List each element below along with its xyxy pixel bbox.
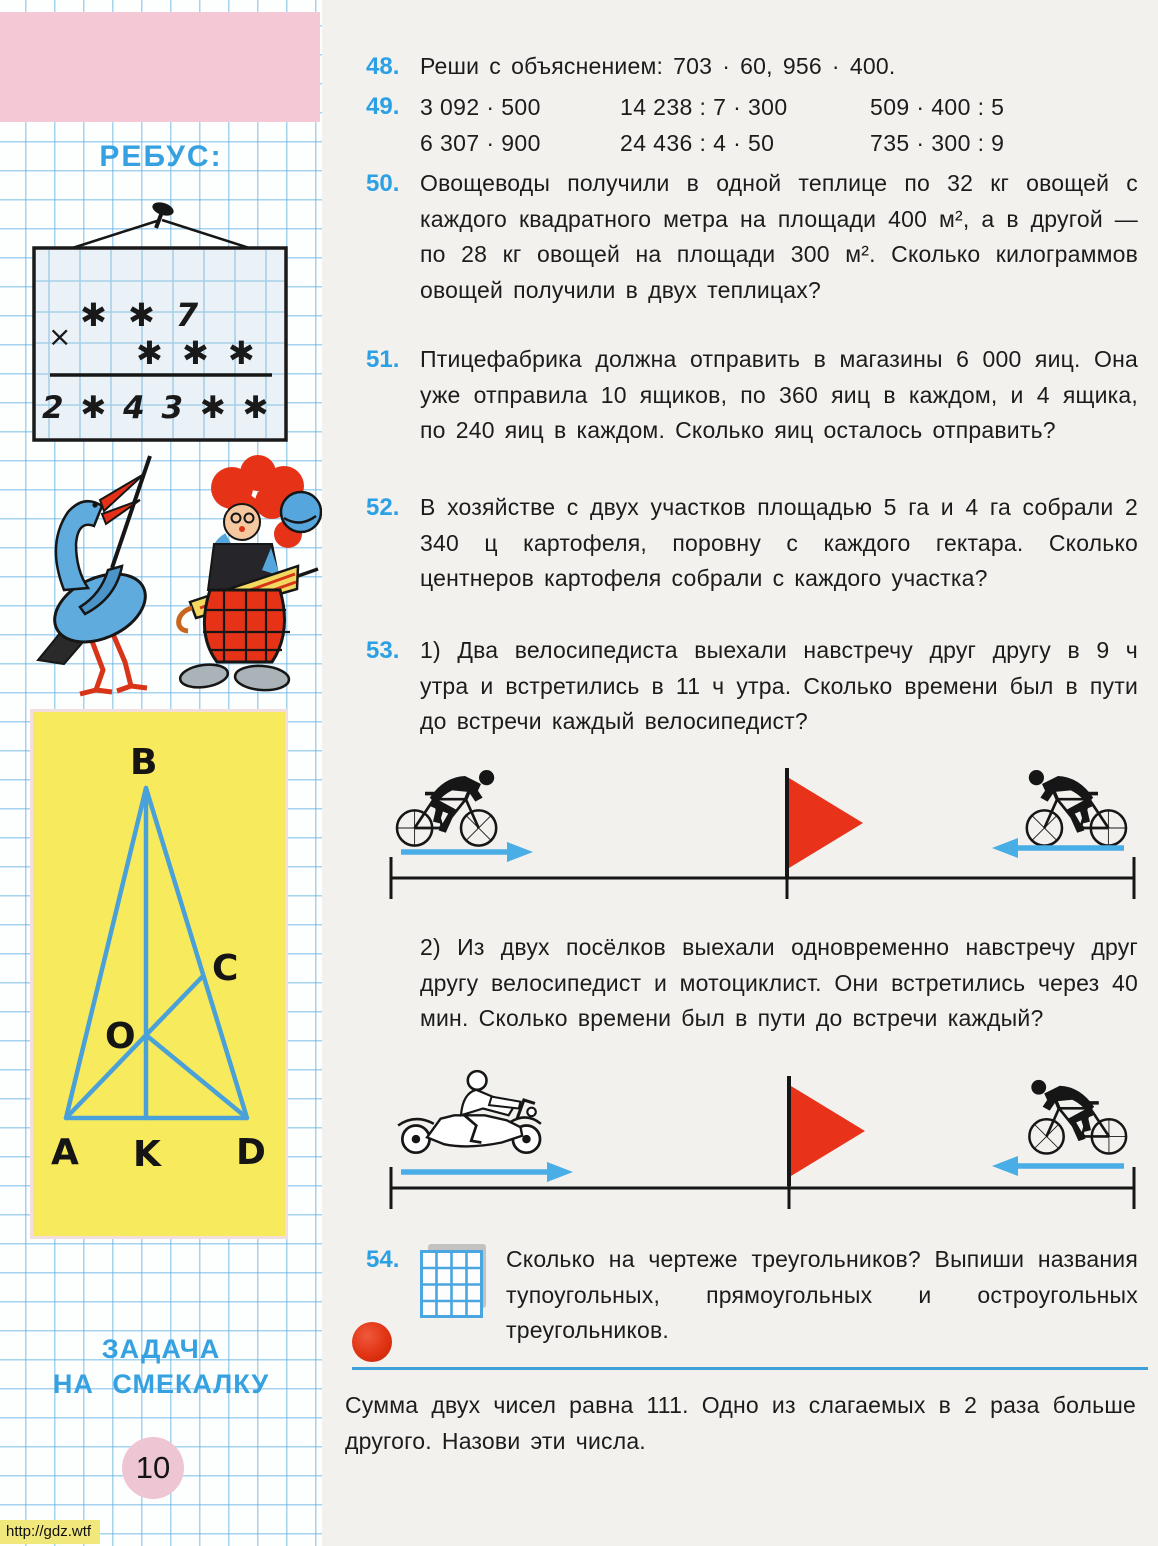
rebus-board-illustration	[24, 196, 296, 446]
problem-text: Птицефабрика должна отправить в магазины 6 000 яиц. Она уже отправила 10 ящиков, по 360 яиц в каждом, и 4 ящика, по 240 яиц в каждом. Сколько яиц осталось отправить?	[420, 346, 1138, 443]
cartoon-characters	[0, 448, 322, 703]
direction-arrow-right-icon	[401, 1162, 573, 1182]
problem-53	[366, 633, 1138, 740]
problem-number: 54.	[366, 1246, 400, 1273]
meeting-diagram-cyclists	[385, 760, 1140, 910]
triangle-figure	[33, 712, 285, 1236]
smekalka-heading	[0, 1332, 322, 1402]
problem-51	[366, 342, 1138, 449]
clown-shoe-right	[234, 664, 290, 692]
smekalka-line1: ЗАДАЧА	[101, 1334, 221, 1364]
problem-48	[366, 49, 1138, 85]
motorcyclist-icon	[398, 1071, 541, 1153]
figure-label-O: O	[105, 1016, 136, 1057]
problem-number: 53.	[366, 637, 400, 664]
problem-text: В хозяйстве с двух участков площадью 5 га и 4 га собрали 2 340 ц картофеля, поровну с каждого гектара. Сколько центнеров картофеля собрали с каждого участка?	[420, 494, 1138, 591]
sidebar	[0, 0, 322, 1546]
footer-task-text: Сумма двух чисел равна 111. Одно из слагаемых в 2 раза больше другого. Назови эти числа.	[345, 1392, 1136, 1454]
cyclist-icon-right	[1027, 770, 1126, 846]
pink-header-block	[0, 12, 320, 122]
section-divider	[352, 1367, 1148, 1370]
figure-label-K: K	[133, 1134, 161, 1175]
problem-number: 48.	[366, 53, 400, 80]
cyclist-icon-left	[397, 770, 496, 846]
meeting-diagram-motorcyclist	[385, 1060, 1140, 1215]
problem-number: 49.	[366, 93, 400, 120]
direction-arrow-left-icon	[992, 1156, 1124, 1176]
expression: 509 · 400 : 5	[870, 94, 1005, 120]
expression: 14 238 : 7 · 300	[620, 94, 788, 120]
figure-label-C: C	[212, 948, 239, 989]
problem-number: 50.	[366, 170, 400, 197]
problem-53-part2: 2) Из двух посёлков выехали одновременно навстречу друг другу велосипедист и мотоциклист. Они встретились через 40 мин. Сколько времени был в пути до встречи каждый?	[420, 934, 1138, 1031]
expression: 24 436 : 4 · 50	[620, 130, 775, 156]
rebus-title: РЕБУС:	[99, 140, 223, 173]
problem-54	[366, 1242, 1138, 1349]
rebus-multiply-sign: ×	[48, 320, 72, 353]
expression: 6 307 · 900	[420, 130, 541, 156]
problem-text: Сколько на чертеже треугольников? Выпиши названия тупоугольных, прямоугольных и остроугольных треугольников.	[506, 1246, 1138, 1343]
problem-number: 52.	[366, 494, 400, 521]
clown-pants	[204, 590, 284, 662]
red-dot-icon	[352, 1322, 392, 1362]
expression: 3 092 · 500	[420, 94, 541, 120]
page-number: 10	[135, 1450, 171, 1485]
grid-icon	[420, 1244, 486, 1318]
rebus-row2: ✱ ✱ ✱	[136, 334, 259, 372]
figure-label-D: D	[236, 1132, 266, 1173]
expression-grid	[420, 89, 1138, 161]
rebus-row1: ✱ ✱ 7	[80, 296, 204, 334]
problem-52	[366, 490, 1138, 597]
meeting-flag-icon	[789, 1076, 865, 1186]
watermark: http://gdz.wtf	[0, 1520, 100, 1544]
expression: 735 · 300 : 9	[870, 130, 1005, 156]
clown-shoe-left	[179, 662, 230, 690]
problem-53-part1: 1) Два велосипедиста выехали навстречу друг другу в 9 ч утра и встретились в 11 ч утра. Сколько времени был в пути до встречи каждый велосипедист?	[420, 637, 1138, 734]
problem-text: Реши с объяснением: 703 · 60, 956 · 400.	[420, 53, 896, 79]
problem-50	[366, 166, 1138, 308]
smekalka-line2: НА СМЕКАЛКУ	[52, 1369, 270, 1399]
problem-text: Овощеводы получили в одной теплице по 32 кг овощей с каждого квадратного метра на площади 400 м², а в другой — по 28 кг овощей на площади 300 м². Сколько килограммов овощей получили в двух теплицах?	[420, 170, 1138, 303]
meeting-flag-icon	[787, 768, 863, 878]
rebus-result-row: 2 ✱ 4 3 ✱ ✱	[42, 390, 272, 426]
problem-49	[366, 89, 1138, 161]
clown-face	[224, 504, 260, 540]
geometry-panel	[33, 712, 285, 1236]
problem-number: 51.	[366, 346, 400, 373]
clown-illustration	[179, 455, 321, 692]
figure-label-A: A	[51, 1132, 79, 1173]
stork-illustration	[38, 456, 156, 694]
cyclist-icon-right	[1029, 1080, 1126, 1154]
figure-label-B: B	[130, 742, 158, 783]
page-number-badge	[122, 1437, 184, 1499]
clown-hat	[281, 492, 321, 532]
